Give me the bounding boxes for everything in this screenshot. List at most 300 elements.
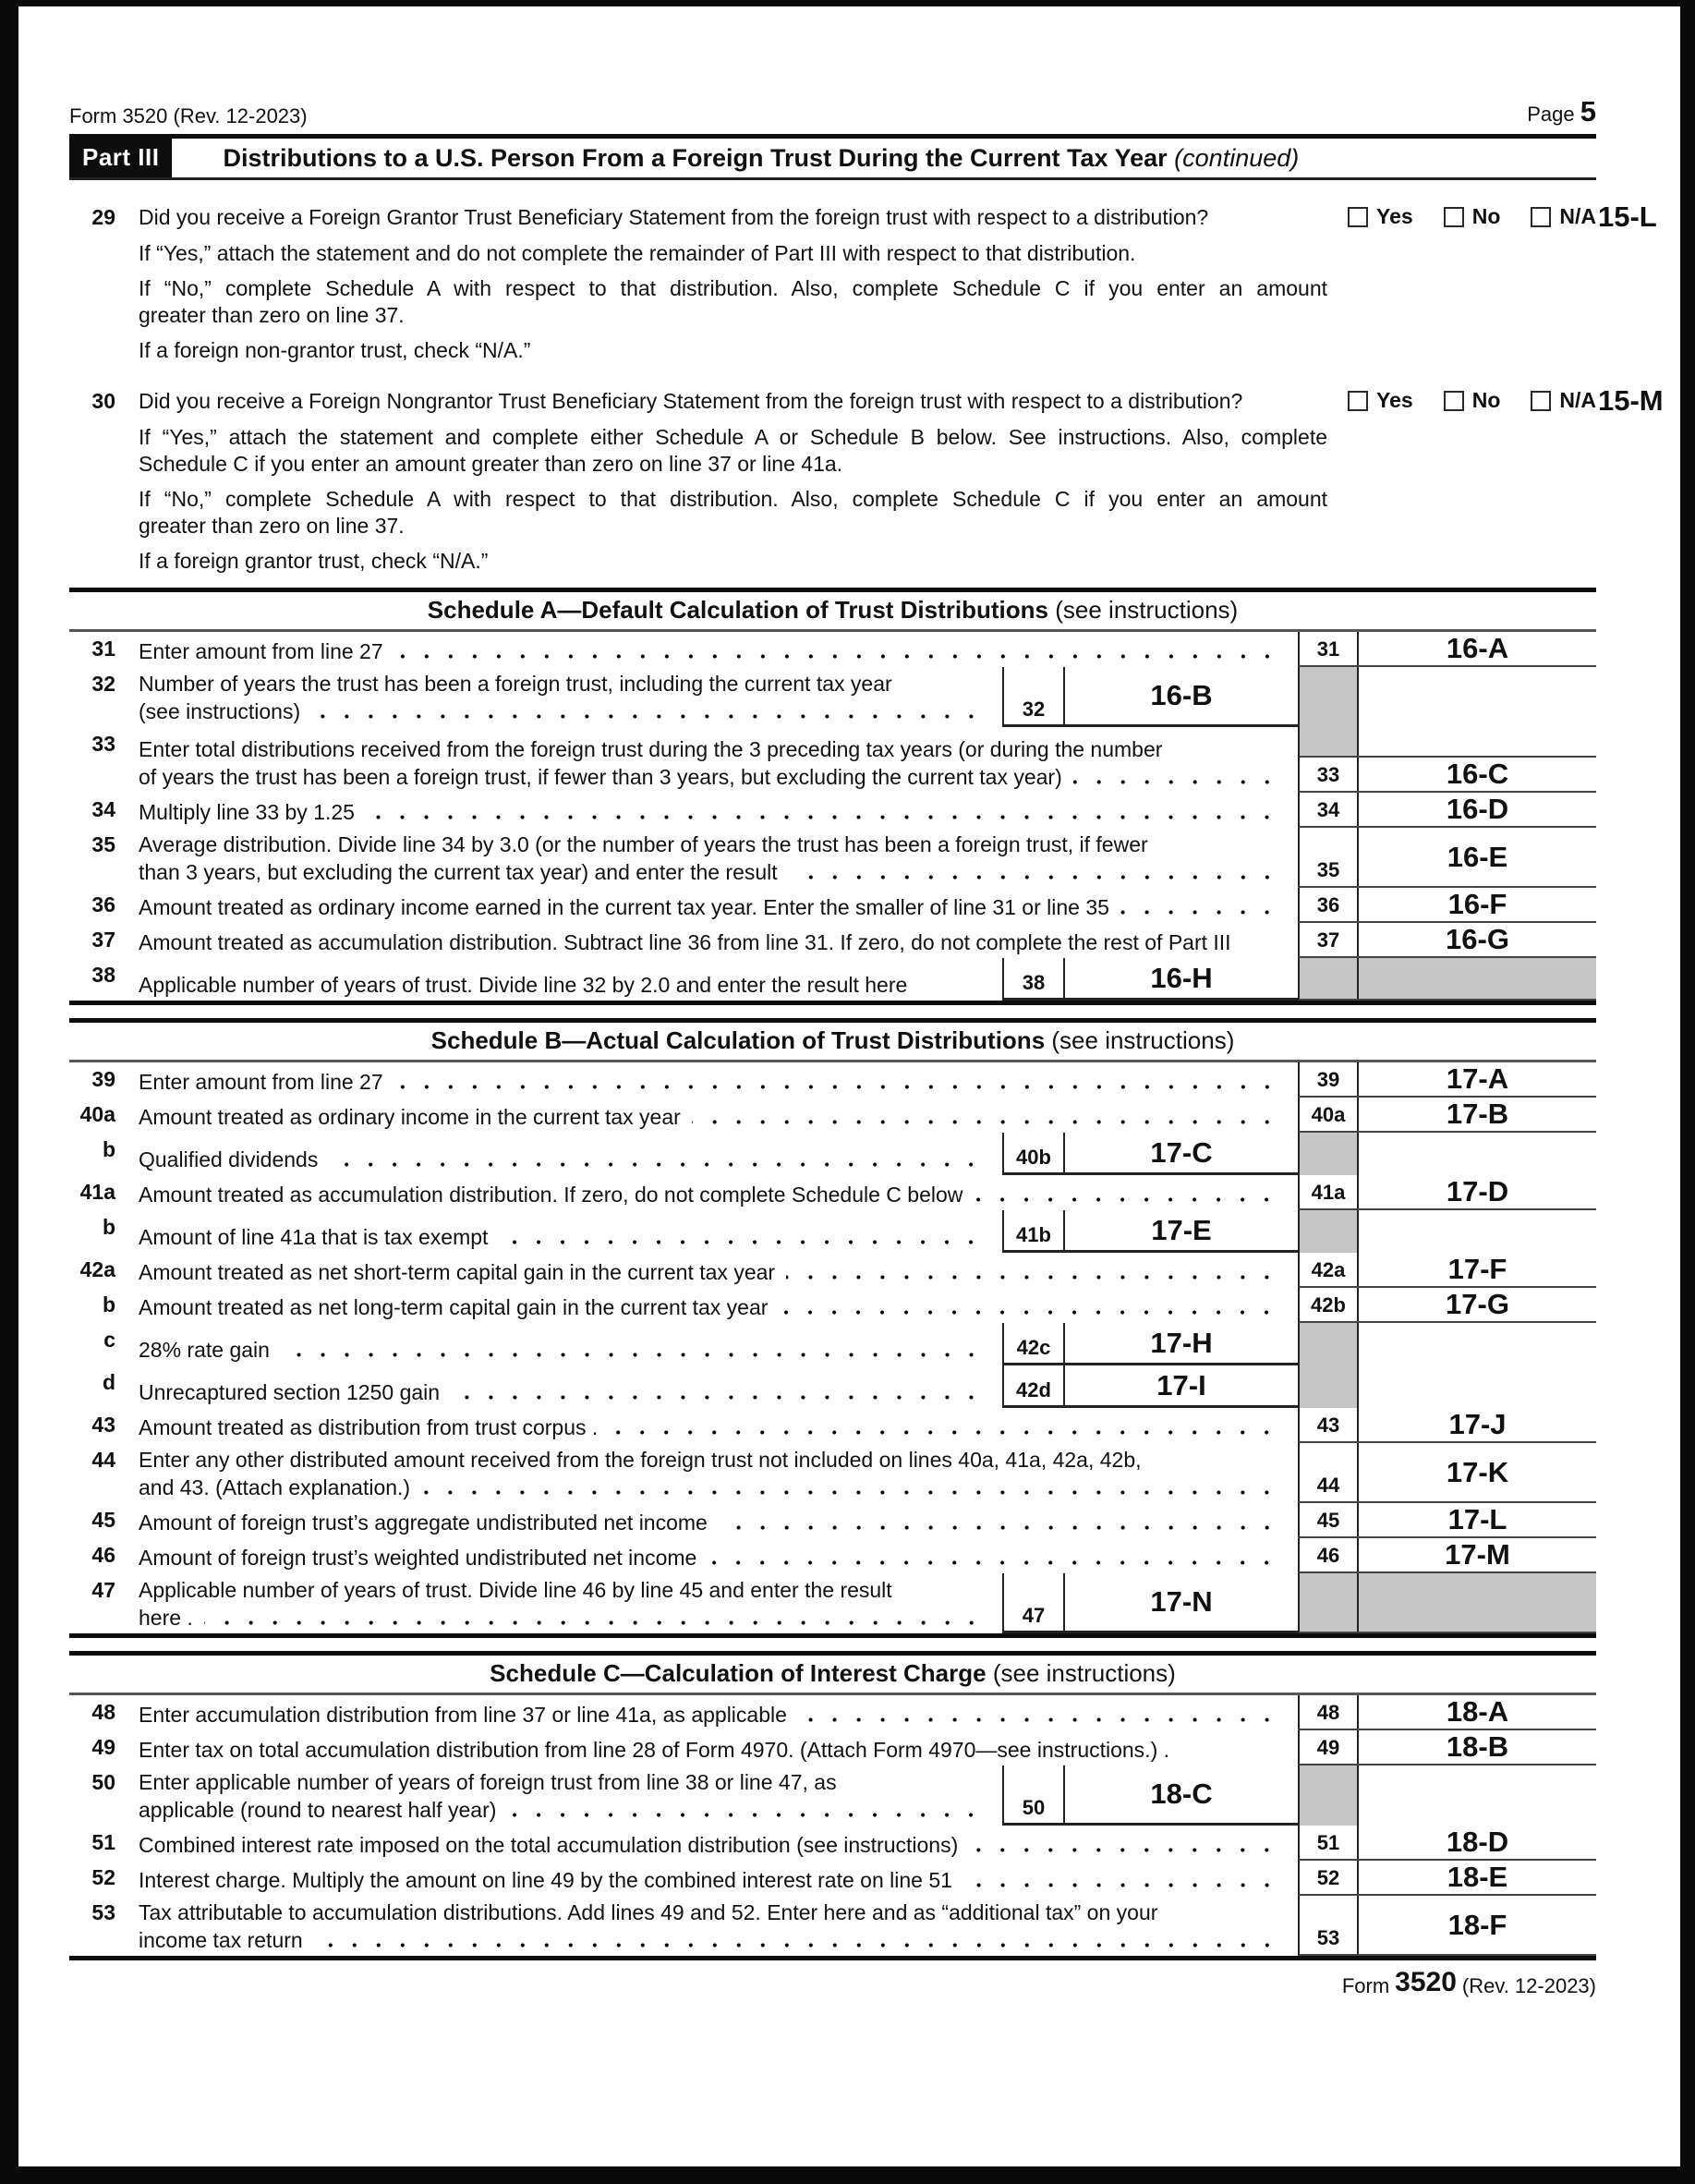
text-line-content: and 43. (Attach explanation.) <box>139 1475 411 1499</box>
dot-leader <box>692 1120 1289 1124</box>
spacer <box>115 727 139 793</box>
part-iii-title-text: Distributions to a U.S. Person From a Foreign Trust During the Current Tax Year <box>223 144 1168 172</box>
line-52-amount-cells <box>1298 1861 1596 1896</box>
line-40a-amount-field[interactable]: 17-B <box>1446 1098 1509 1130</box>
line-32-entry-field[interactable]: 16-B <box>1150 679 1213 711</box>
dot-leader <box>507 1813 993 1817</box>
line-text-50 <box>139 1765 1002 1826</box>
spacer <box>115 1210 139 1253</box>
line-number-text: 53 <box>91 1900 115 1924</box>
text-line-content: Amount of foreign trust’s aggregate undistributed net income <box>139 1511 708 1535</box>
line-51-number-box: 51 <box>1300 1826 1359 1859</box>
line-number-text: d <box>102 1370 115 1394</box>
spacer <box>115 1443 139 1503</box>
line-49-amount-field[interactable]: 18-B <box>1446 1730 1509 1763</box>
checkbox-label: No <box>1471 388 1501 412</box>
line-42b-amount-field[interactable]: 17-G <box>1446 1288 1509 1320</box>
schedule-b-body <box>69 1062 1596 1633</box>
checkbox-group-30 <box>1317 388 1596 413</box>
line-53-amount-cells <box>1298 1896 1596 1956</box>
section-end-rule <box>69 1956 1596 1960</box>
line-30-no-checkbox[interactable] <box>1444 391 1464 411</box>
line-42d-entry-field[interactable]: 17-I <box>1156 1368 1206 1401</box>
part-iii-continued: (continued) <box>1174 144 1300 172</box>
line-53-number-box: 53 <box>1300 1896 1359 1954</box>
line-41b-box-number: 41b <box>1002 1210 1065 1250</box>
spacer <box>115 1323 139 1365</box>
line-text-46 <box>139 1538 1298 1573</box>
line-45-number-box: 45 <box>1300 1503 1359 1536</box>
dot-leader <box>1073 780 1289 784</box>
checkbox-option-yes <box>1348 204 1413 229</box>
line-text-42a <box>139 1253 1298 1288</box>
line-51-amount-cells <box>1298 1826 1596 1861</box>
line-number-42b <box>69 1288 115 1323</box>
line-number-40a <box>69 1098 115 1133</box>
line-33-amount-cells <box>1298 727 1596 793</box>
instruction-line: If “Yes,” attach the statement and do not complete the remainder of Part III with respect to that distribution. <box>139 241 1136 265</box>
line-46-amount-field[interactable]: 17-M <box>1445 1538 1510 1571</box>
line-number-41b <box>69 1210 115 1253</box>
text-line <box>139 1926 1298 1954</box>
line-number-40b <box>69 1133 115 1175</box>
spacer <box>115 958 139 1001</box>
text-line-content: Unrecaptured section 1250 gain <box>139 1380 441 1404</box>
spacer <box>115 1288 139 1323</box>
line-47-entry-field[interactable]: 17-N <box>1150 1585 1213 1618</box>
schedule-a-body <box>69 632 1596 1001</box>
line-number-51 <box>69 1826 115 1861</box>
question-text-30: Did you receive a Foreign Nongrantor Trust Beneficiary Statement from the foreign trust with respect to a distribution? <box>139 389 1243 413</box>
line-33-number-box: 33 <box>1300 758 1359 791</box>
line-29-n-a-checkbox[interactable] <box>1531 207 1551 227</box>
line-46-number-box: 46 <box>1300 1538 1359 1571</box>
form-line-45 <box>69 1503 1596 1538</box>
line-35-amount-field[interactable]: 16-E <box>1447 840 1508 873</box>
line-number-text: 52 <box>91 1865 115 1889</box>
spacer <box>115 1098 139 1133</box>
spacer <box>115 1896 139 1956</box>
line-text-42b <box>139 1288 1298 1323</box>
text-line-content: Amount treated as net long-term capital gain in the current tax year <box>139 1295 769 1319</box>
shaded-number-column <box>1298 1323 1596 1365</box>
blank-cell <box>1359 1323 1596 1365</box>
checkbox-option-no <box>1444 204 1501 229</box>
line-50-entry-field[interactable]: 18-C <box>1150 1778 1213 1810</box>
shaded-cell <box>1300 1765 1359 1826</box>
line-text-51 <box>139 1826 1298 1861</box>
line-number-text: 42a <box>79 1257 115 1281</box>
text-line-content: income tax return <box>139 1928 303 1952</box>
instruction-paragraph <box>139 337 1327 364</box>
line-text-52 <box>139 1861 1298 1896</box>
spacer <box>115 1861 139 1896</box>
schedule-b <box>69 1018 1596 1638</box>
form-line-39 <box>69 1062 1596 1098</box>
line-40a-amount-cells <box>1298 1098 1596 1133</box>
checkbox-group-29 <box>1317 204 1596 229</box>
text-line-content: Amount treated as accumulation distribution. If zero, do not complete Schedule C below <box>139 1183 963 1207</box>
line-39-amount-cells <box>1298 1062 1596 1098</box>
text-line-content: Amount of line 41a that is tax exempt <box>139 1225 489 1249</box>
line-44-amount-cells <box>1298 1443 1596 1503</box>
shaded-number-column <box>1298 667 1596 727</box>
shaded-cell <box>1300 1573 1359 1632</box>
entry-bottom <box>1300 756 1596 791</box>
line-text-40b <box>139 1133 1002 1175</box>
line-number-text: b <box>102 1215 115 1239</box>
text-line-content: Amount treated as ordinary income earned in the current tax year. Enter the smaller of line 31 or line 35 <box>139 895 1109 919</box>
line-38-box-number: 38 <box>1002 958 1065 998</box>
line-37-number-box: 37 <box>1300 923 1359 956</box>
spacer <box>115 667 139 727</box>
line-31-amount-cells <box>1298 632 1596 667</box>
dot-leader <box>963 1883 1289 1887</box>
shaded-cell <box>1300 958 1359 999</box>
text-line <box>139 763 1298 791</box>
line-number-text: 49 <box>91 1735 115 1759</box>
text-line-content: Amount treated as accumulation distribution. Subtract line 36 from line 31. If zero, do not complete the rest of Part III <box>139 930 1231 954</box>
line-text-42c <box>139 1323 1002 1365</box>
instruction-paragraph <box>139 548 1327 575</box>
line-31-amount-field[interactable]: 16-A <box>1446 632 1509 664</box>
line-text-47 <box>139 1573 1002 1633</box>
spacer <box>115 632 139 667</box>
checkbox-label: Yes <box>1376 388 1413 412</box>
blank-cell <box>1359 1210 1596 1253</box>
line-29-yes-checkbox[interactable] <box>1348 207 1368 227</box>
line-text-48 <box>139 1695 1298 1730</box>
text-line <box>139 893 1298 921</box>
spacer <box>115 1573 139 1633</box>
form-line-32 <box>69 667 1596 727</box>
schedule-a-title: Schedule A—Default Calculation of Trust Distributions <box>427 596 1048 624</box>
schedule-c-body <box>69 1695 1596 1956</box>
line-39-number-box: 39 <box>1300 1062 1359 1096</box>
question-body-30 <box>139 386 1596 575</box>
page-number-value: 5 <box>1580 95 1596 127</box>
line-number-text: c <box>103 1328 115 1352</box>
page-word: Page <box>1527 103 1575 126</box>
dot-leader <box>708 1560 1289 1565</box>
line-number-42d <box>69 1365 115 1408</box>
line-text-37 <box>139 923 1298 958</box>
checkbox-label: No <box>1471 204 1501 228</box>
text-line <box>139 831 1298 858</box>
line-text-33 <box>139 727 1298 793</box>
line-number-48 <box>69 1695 115 1730</box>
line-42b-number-box: 42b <box>1300 1288 1359 1321</box>
dot-leader <box>786 1275 1289 1280</box>
spacer <box>115 1765 139 1826</box>
line-49-number-box: 49 <box>1300 1730 1359 1764</box>
question-text-29: Did you receive a Foreign Grantor Trust Beneficiary Statement from the foreign trust with respect to a distribution? <box>139 205 1209 229</box>
line-52-amount-field[interactable]: 18-E <box>1447 1861 1508 1893</box>
part-iii-title <box>172 139 1299 177</box>
line-42d-entry-box <box>1002 1365 1298 1408</box>
line-text-32 <box>139 667 1002 727</box>
line-number-text: 47 <box>91 1578 115 1602</box>
line-text-43 <box>139 1408 1298 1443</box>
form-line-37 <box>69 923 1596 958</box>
text-line-content: Enter amount from line 27 <box>139 639 383 663</box>
shaded-number-column <box>1298 1365 1596 1408</box>
page-content <box>69 95 1664 1998</box>
footer-form-number: 3520 <box>1395 1967 1457 1997</box>
shaded-number-column <box>1298 1133 1596 1175</box>
shaded-number-column <box>1298 1765 1596 1826</box>
dot-leader <box>421 1490 1289 1495</box>
part-iii-label: Part III <box>69 139 172 177</box>
text-line <box>139 1701 1298 1729</box>
line-number-30: 30 <box>91 389 115 413</box>
spacer <box>115 1408 139 1443</box>
line-number-44 <box>69 1443 115 1503</box>
line-number-text: 48 <box>91 1700 115 1724</box>
page-number <box>1527 95 1596 128</box>
line-33-amount-field[interactable]: 16-C <box>1446 758 1509 790</box>
blank-cell <box>1359 1765 1596 1826</box>
text-line-content: Amount treated as ordinary income in the current tax year <box>139 1105 681 1129</box>
text-line <box>139 971 1002 999</box>
schedule-c-header <box>69 1656 1596 1695</box>
question-row-29 <box>69 200 1657 364</box>
text-line <box>139 1831 1298 1859</box>
dot-leader <box>394 654 1289 659</box>
line-34-amount-field[interactable]: 16-D <box>1446 793 1509 825</box>
line-50-box-number: 50 <box>1002 1765 1065 1823</box>
text-line-content: applicable (round to nearest half year) <box>139 1798 497 1822</box>
line-35-number-box: 35 <box>1300 828 1359 886</box>
line-number-text: 38 <box>91 963 115 987</box>
line-number-text: 51 <box>91 1830 115 1854</box>
line-32-entry-box <box>1002 667 1298 727</box>
text-line <box>139 1866 1298 1894</box>
line-36-amount-field[interactable]: 16-F <box>1447 888 1507 920</box>
line-31-number-box: 31 <box>1300 632 1359 665</box>
dot-leader <box>798 1717 1289 1722</box>
line-number-text: 50 <box>91 1770 115 1794</box>
text-line-content: (see instructions) <box>139 699 301 723</box>
line-34-number-box: 34 <box>1300 793 1359 826</box>
text-line <box>139 1258 1298 1286</box>
line-text-39 <box>139 1062 1298 1098</box>
line-45-amount-field[interactable]: 17-L <box>1447 1503 1507 1535</box>
line-37-amount-cells <box>1298 923 1596 958</box>
line-30-yes-checkbox[interactable] <box>1348 391 1368 411</box>
instruction-line: If a foreign grantor trust, check “N/A.” <box>139 549 489 573</box>
text-line-content: Enter amount from line 27 <box>139 1070 383 1094</box>
text-line-content: Amount treated as net short-term capital gain in the current tax year <box>139 1260 776 1284</box>
checkbox-option-n-a <box>1531 388 1596 413</box>
form-line-41a <box>69 1175 1596 1210</box>
text-line <box>139 1293 1298 1321</box>
line-41b-entry-field[interactable]: 17-E <box>1151 1213 1212 1246</box>
line-text-49 <box>139 1730 1298 1765</box>
instruction-line: Schedule C if you enter an amount greater than zero on line 37 or line 41a. <box>139 452 843 476</box>
line-34-amount-cells <box>1298 793 1596 828</box>
dot-leader <box>499 1240 993 1244</box>
line-41a-amount-field[interactable]: 17-D <box>1446 1175 1509 1207</box>
margin-tag-15-L: 15-L <box>1598 200 1657 233</box>
line-30-n-a-checkbox[interactable] <box>1531 391 1551 411</box>
line-number-text: 36 <box>91 892 115 916</box>
text-line-content: Average distribution. Divide line 34 by 3.0 (or the number of years the trust has been a foreign trust, if fewer <box>139 832 1148 856</box>
instruction-paragraph <box>139 424 1327 478</box>
form-line-40b <box>69 1133 1596 1175</box>
text-line <box>139 735 1298 763</box>
text-line-content: Applicable number of years of trust. Divide line 32 by 2.0 and enter the result here <box>139 973 908 997</box>
line-41a-amount-cells <box>1298 1175 1596 1210</box>
spacer <box>115 793 139 828</box>
text-line <box>139 1899 1298 1926</box>
text-line <box>139 1378 1002 1406</box>
line-44-amount-field[interactable]: 17-K <box>1446 1455 1509 1488</box>
text-line <box>139 1181 1298 1208</box>
schedule-c <box>69 1651 1596 1960</box>
section-end-rule <box>69 1633 1596 1638</box>
form-line-51 <box>69 1826 1596 1861</box>
line-42a-amount-field[interactable]: 17-F <box>1447 1253 1507 1285</box>
line-29-no-checkbox[interactable] <box>1444 207 1464 227</box>
form-line-46 <box>69 1538 1596 1573</box>
shaded-cell <box>1300 667 1359 727</box>
line-text-53 <box>139 1896 1298 1956</box>
spacer <box>115 1133 139 1175</box>
instruction-line: greater than zero on line 37. <box>139 303 405 327</box>
dot-leader <box>1120 910 1289 915</box>
dot-leader <box>311 714 993 719</box>
line-48-number-box: 48 <box>1300 1695 1359 1729</box>
line-text-41a <box>139 1175 1298 1210</box>
line-36-amount-cells <box>1298 888 1596 923</box>
margin-tag-15-M: 15-M <box>1598 384 1664 417</box>
line-text-45 <box>139 1503 1298 1538</box>
instruction-line: If “Yes,” attach the statement and complete either Schedule A or Schedule B below. See instructions. Also, complete <box>139 425 1327 449</box>
line-40b-box-number: 40b <box>1002 1133 1065 1172</box>
line-38-entry-field[interactable]: 16-H <box>1150 961 1213 994</box>
line-number-49 <box>69 1730 115 1765</box>
line-43-amount-cells <box>1298 1408 1596 1443</box>
text-line-content: Amount treated as distribution from trust corpus . <box>139 1415 599 1439</box>
section-end-rule <box>69 1001 1596 1005</box>
line-43-amount-field[interactable]: 17-J <box>1448 1408 1507 1440</box>
part-iii-header <box>69 139 1596 180</box>
form-line-47 <box>69 1573 1596 1633</box>
line-53-amount-field[interactable]: 18-F <box>1447 1908 1507 1941</box>
shaded-top <box>1300 727 1596 756</box>
footer-form-word: Form <box>1341 1974 1390 1997</box>
line-number-41a <box>69 1175 115 1210</box>
line-48-amount-cells <box>1298 1695 1596 1730</box>
text-line <box>139 858 1298 886</box>
line-39-amount-field[interactable]: 17-A <box>1446 1062 1509 1095</box>
checkbox-option-n-a <box>1531 204 1596 229</box>
form-line-42c <box>69 1323 1596 1365</box>
line-48-amount-field[interactable]: 18-A <box>1446 1695 1509 1728</box>
form-line-52 <box>69 1861 1596 1896</box>
line-41a-number-box: 41a <box>1300 1175 1359 1208</box>
line-50-entry-box <box>1002 1765 1298 1826</box>
dot-leader <box>204 1620 993 1625</box>
page-footer <box>69 1967 1596 1998</box>
text-line-content: Multiply line 33 by 1.25 <box>139 800 355 824</box>
line-51-amount-field[interactable]: 18-D <box>1446 1826 1509 1858</box>
line-number-52 <box>69 1861 115 1896</box>
text-line <box>139 1103 1298 1131</box>
form-line-34 <box>69 793 1596 828</box>
line-number-text: 46 <box>91 1543 115 1567</box>
form-line-31 <box>69 632 1596 667</box>
text-line-content: Qualified dividends <box>139 1147 319 1171</box>
line-37-amount-field[interactable]: 16-G <box>1446 923 1509 955</box>
line-text-42d <box>139 1365 1002 1408</box>
line-number-text: 41a <box>79 1180 115 1204</box>
line-text-40a <box>139 1098 1298 1133</box>
line-46-amount-cells <box>1298 1538 1596 1573</box>
line-text-36 <box>139 888 1298 923</box>
text-line-content: Enter accumulation distribution from line 37 or line 41a, as applicable <box>139 1703 787 1727</box>
form-revision-label: Form 3520 (Rev. 12-2023) <box>69 104 308 127</box>
line-number-text: 31 <box>91 637 115 661</box>
form-line-33 <box>69 727 1596 793</box>
line-number-47 <box>69 1573 115 1633</box>
question-line-29 <box>69 200 1657 364</box>
line-45-amount-cells <box>1298 1503 1596 1538</box>
line-number-text: 37 <box>91 928 115 952</box>
text-line-content: Enter total distributions received from the foreign trust during the 3 preceding tax years (or during the number <box>139 737 1163 761</box>
instruction-paragraph <box>139 275 1327 329</box>
line-42d-box-number: 42d <box>1002 1365 1065 1405</box>
dot-leader <box>314 1943 1289 1947</box>
line-text-31 <box>139 632 1298 667</box>
line-40b-entry-box <box>1002 1133 1298 1175</box>
text-line <box>139 1146 1002 1173</box>
text-line <box>139 1796 1002 1824</box>
spacer <box>115 1538 139 1573</box>
form-line-42d <box>69 1365 1596 1408</box>
line-40b-entry-field[interactable]: 17-C <box>1150 1135 1213 1169</box>
text-line <box>139 1736 1298 1764</box>
line-32-box-number: 32 <box>1002 667 1065 724</box>
checkbox-label: Yes <box>1376 204 1413 228</box>
line-text-38 <box>139 958 1002 1001</box>
line-number-39 <box>69 1062 115 1098</box>
line-49-amount-cells <box>1298 1730 1596 1765</box>
text-line-content: Tax attributable to accumulation distributions. Add lines 49 and 52. Enter here and as “additional tax” on your <box>139 1900 1158 1924</box>
schedule-b-title: Schedule B—Actual Calculation of Trust Distributions <box>430 1026 1046 1054</box>
text-line-content: Enter applicable number of years of foreign trust from line 38 or line 47, as <box>139 1770 837 1794</box>
question-row-30 <box>69 384 1664 575</box>
line-47-box-number: 47 <box>1002 1573 1065 1631</box>
spacer <box>115 1826 139 1861</box>
line-40a-number-box: 40a <box>1300 1098 1359 1131</box>
text-line <box>139 1446 1298 1474</box>
line-52-number-box: 52 <box>1300 1861 1359 1894</box>
form-line-42a <box>69 1253 1596 1288</box>
checkbox-option-no <box>1444 388 1501 413</box>
text-line <box>139 1768 1002 1796</box>
dot-leader <box>779 1310 1289 1315</box>
line-42a-number-box: 42a <box>1300 1253 1359 1286</box>
spacer <box>115 1253 139 1288</box>
schedule-a-header <box>69 592 1596 632</box>
dot-leader <box>974 1197 1289 1202</box>
footer-revision: (Rev. 12-2023) <box>1461 1974 1596 1997</box>
text-line <box>139 1576 1002 1604</box>
text-line-content: 28% rate gain <box>139 1338 270 1362</box>
line-42c-entry-field[interactable]: 17-H <box>1150 1326 1213 1359</box>
